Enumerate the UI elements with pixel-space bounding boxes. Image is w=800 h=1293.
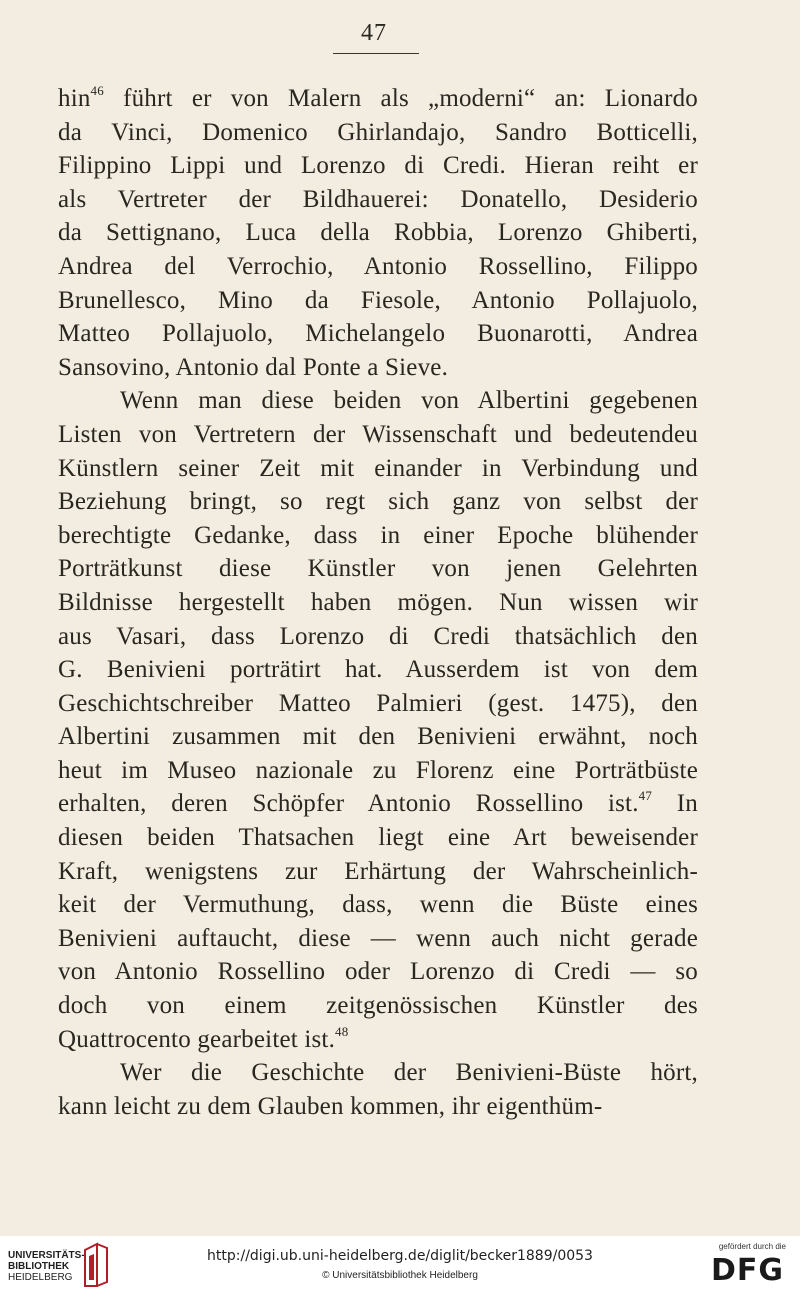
text-line-content: da Settignano, Luca della Robbia, Lorenzo Ghiberti, bbox=[58, 219, 698, 247]
text-line bbox=[58, 989, 698, 1023]
permalink-url[interactable]: http://digi.ub.uni-heidelberg.de/diglit/becker1889/0053 bbox=[207, 1248, 593, 1264]
text-line bbox=[58, 116, 698, 150]
text-line bbox=[58, 586, 698, 620]
footer-bar bbox=[0, 1236, 800, 1293]
text-line bbox=[58, 720, 698, 754]
text-line-content: G. Benivieni porträtirt hat. Ausserdem ist von dem bbox=[58, 656, 698, 684]
text-line-content: heut im Museo nazionale zu Florenz eine Porträtbüste bbox=[58, 756, 698, 784]
text-line-content: Wenn man diese beiden von Albertini gegebenen bbox=[120, 387, 698, 415]
text-line-content: Kraft, wenigstens zur Erhärtung der Wahrscheinlich- bbox=[58, 857, 698, 885]
text-line-content: diesen beiden Thatsachen liegt eine Art beweisender bbox=[58, 824, 698, 852]
text-line bbox=[58, 384, 698, 418]
footnote-reference: 47 bbox=[638, 788, 653, 804]
page-number: 47 bbox=[361, 20, 387, 46]
text-line-content: hin bbox=[58, 85, 91, 112]
text-line-content: doch von einem zeitgenössischen Künstler des bbox=[58, 992, 698, 1020]
text-line-content: Matteo Pollajuolo, Michelangelo Buonarotti, Andrea bbox=[58, 320, 698, 348]
text-line-content: Wer die Geschichte der Benivieni-Büste hört, bbox=[120, 1059, 698, 1087]
text-line bbox=[58, 1090, 698, 1124]
text-line bbox=[58, 250, 698, 284]
copyright-notice: © Universitätsbibliothek Heidelberg bbox=[322, 1270, 478, 1281]
text-line-content: Bildnisse hergestellt haben mögen. Nun wissen wir bbox=[58, 588, 698, 616]
text-line-content: Filippino Lippi und Lorenzo di Credi. Hieran reiht er bbox=[58, 152, 698, 180]
text-line-content: keit der Vermuthung, dass, wenn die Büste eines bbox=[58, 891, 698, 919]
library-name-line2: BIBLIOTHEK bbox=[8, 1261, 70, 1272]
text-line bbox=[58, 653, 698, 687]
text-line-content: Benivieni auftaucht, diese — wenn auch nicht gerade bbox=[58, 924, 698, 952]
text-line-content: Andrea del Verrochio, Antonio Rossellino, Filippo bbox=[58, 252, 698, 280]
text-line bbox=[58, 855, 698, 889]
text-line bbox=[58, 216, 698, 250]
text-line-content: Porträtkunst diese Künstler von jenen Gelehrten bbox=[58, 555, 698, 583]
text-line-continuation: In bbox=[652, 790, 698, 818]
text-line bbox=[58, 519, 698, 553]
text-line bbox=[58, 485, 698, 519]
text-line-content: da Vinci, Domenico Ghirlandajo, Sandro Botticelli, bbox=[58, 118, 698, 146]
text-line bbox=[58, 687, 698, 721]
library-logo-text bbox=[8, 1250, 85, 1283]
footnote-reference: 48 bbox=[335, 1023, 349, 1039]
text-line-content: Künstlern seiner Zeit mit einander in Verbindung und bbox=[58, 454, 698, 482]
text-line bbox=[58, 82, 698, 116]
text-line-content: berechtigte Gedanke, dass in einer Epoche blühender bbox=[58, 521, 698, 549]
text-line-content: Quattrocento gearbeitet ist. bbox=[58, 1025, 336, 1053]
text-line-content: Sansovino, Antonio dal Ponte a Sieve. bbox=[58, 353, 449, 381]
text-line-continuation: führt er von Malern als „moderni“ an: Lionardo bbox=[103, 85, 698, 112]
text-line bbox=[58, 317, 698, 351]
text-line bbox=[58, 787, 698, 821]
text-line-content: Geschichtschreiber Matteo Palmieri (gest. 1475), den bbox=[58, 689, 698, 717]
text-line bbox=[58, 754, 698, 788]
text-line bbox=[58, 149, 698, 183]
text-line bbox=[58, 620, 698, 654]
text-line bbox=[58, 351, 698, 385]
text-line-content: kann leicht zu dem Glauben kommen, ihr eigenthüm- bbox=[58, 1092, 603, 1120]
text-line bbox=[58, 955, 698, 989]
text-line-content: Albertini zusammen mit den Benivieni erwähnt, noch bbox=[58, 723, 698, 751]
text-line-content: Listen von Vertretern der Wissenschaft und bedeutendeu bbox=[58, 420, 698, 448]
text-line bbox=[58, 183, 698, 217]
text-line bbox=[58, 418, 698, 452]
text-line bbox=[58, 552, 698, 586]
library-logo-icon bbox=[83, 1242, 109, 1288]
funder-caption: gefördert durch die bbox=[718, 1242, 786, 1251]
text-line-content: aus Vasari, dass Lorenzo di Credi thatsächlich den bbox=[58, 622, 698, 650]
text-line bbox=[58, 888, 698, 922]
library-name-line1: UNIVERSITÄTS- bbox=[8, 1250, 85, 1261]
dfg-logo: DFG bbox=[710, 1253, 784, 1288]
text-line-content: von Antonio Rossellino oder Lorenzo di Credi — so bbox=[58, 958, 698, 986]
page-number-rule bbox=[333, 53, 419, 54]
text-line-content: Beziehung bringt, so regt sich ganz von selbst der bbox=[58, 488, 698, 516]
text-line-content: als Vertreter der Bildhauerei: Donatello, Desiderio bbox=[58, 185, 698, 213]
body-text bbox=[58, 82, 698, 1123]
text-line-content: erhalten, deren Schöpfer Antonio Rossellino ist. bbox=[58, 790, 639, 818]
text-line bbox=[58, 452, 698, 486]
text-line bbox=[58, 284, 698, 318]
text-line bbox=[58, 1023, 698, 1057]
text-line bbox=[58, 922, 698, 956]
footnote-reference: 46 bbox=[90, 83, 104, 98]
library-name-line3: HEIDELBERG bbox=[8, 1272, 73, 1283]
text-line bbox=[58, 1056, 698, 1090]
text-line-content: Brunellesco, Mino da Fiesole, Antonio Pollajuolo, bbox=[58, 286, 698, 314]
text-line bbox=[58, 821, 698, 855]
